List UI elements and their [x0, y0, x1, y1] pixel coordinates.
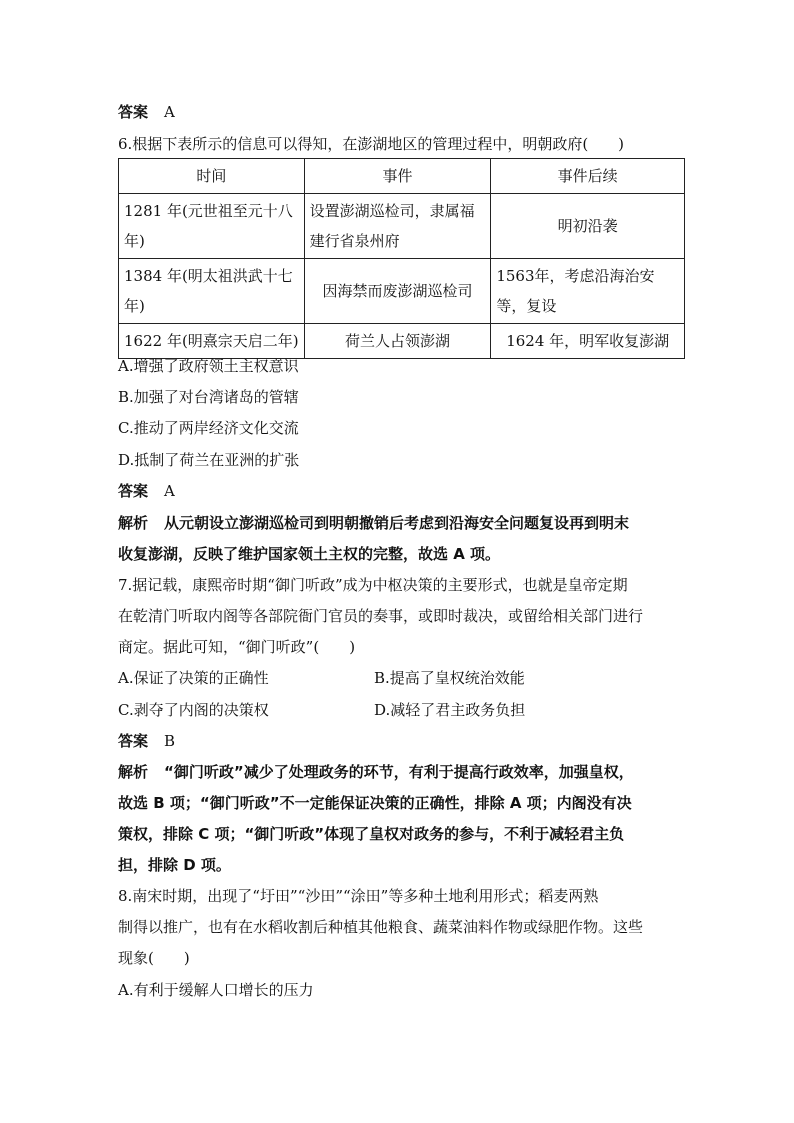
q8-stem-line-3: 现象( )	[118, 949, 190, 967]
question-6-stem: 6.根据下表所示的信息可以得知，在澎湖地区的管理过程中，明朝政府( )	[118, 135, 625, 153]
answer-line-prev	[118, 102, 175, 122]
q7-option-c: C.剥夺了内阁的决策权	[118, 701, 269, 719]
table-row	[119, 259, 685, 324]
table-cell: 1624 年，明军收复澎湖	[491, 324, 685, 359]
table-cell: 设置澎湖巡检司，隶属福建行省泉州府	[304, 194, 491, 259]
info-table	[118, 158, 685, 359]
answer-value: A	[164, 482, 175, 500]
table-cell: 1384 年(明太祖洪武十七年)	[119, 259, 305, 324]
table-header-row	[119, 159, 685, 194]
q7-option-a: A.保证了决策的正确性	[118, 669, 269, 687]
table-cell: 1622 年(明熹宗天启二年)	[119, 324, 305, 359]
table-header-cell: 时间	[119, 159, 305, 194]
answer-label: 答案	[118, 103, 149, 121]
q7-analysis-line-2: 故选 B 项；“御门听政”不一定能保证决策的正确性，排除 A 项；内阁没有决	[118, 794, 632, 812]
q8-stem-line-2: 制得以推广，也有在水稻收割后种植其他粮食、蔬菜油料作物或绿肥作物。这些	[118, 918, 644, 936]
q7-option-b: B.提高了皇权统治效能	[374, 669, 525, 687]
table-cell: 1281 年(元世祖至元十八年)	[119, 194, 305, 259]
q8-option-a: A.有利于缓解人口增长的压力	[118, 981, 314, 999]
q6-analysis-line-1	[118, 513, 629, 533]
q7-stem-line-2: 在乾清门听取内阁等各部院衙门官员的奏事，或即时裁决，或留给相关部门进行	[118, 607, 644, 625]
q7-stem-line-1: 7.据记载，康熙帝时期“御门听政”成为中枢决策的主要形式，也就是皇帝定期	[118, 576, 628, 594]
q7-analysis-line-1	[118, 762, 634, 782]
analysis-text: “御门听政”减少了处理政务的环节，有利于提高行政效率，加强皇权，	[164, 763, 634, 781]
table-row	[119, 324, 685, 359]
analysis-text: 从元朝设立澎湖巡检司到明朝撤销后考虑到沿海安全问题复设再到明末	[164, 514, 630, 532]
table-cell: 因海禁而废澎湖巡检司	[304, 259, 491, 324]
table-header-cell: 事件	[304, 159, 491, 194]
table-cell: 荷兰人占领澎湖	[304, 324, 491, 359]
answer-value: B	[164, 732, 176, 750]
q7-option-d: D.减轻了君主政务负担	[374, 701, 526, 719]
table-header-cell: 事件后续	[491, 159, 685, 194]
analysis-label: 解析	[118, 763, 149, 781]
answer-value: A	[164, 103, 175, 121]
q7-answer-line	[118, 731, 175, 751]
q6-answer-line	[118, 481, 175, 501]
answer-label: 答案	[118, 482, 149, 500]
table-cell: 明初沿袭	[491, 194, 685, 259]
table-cell: 1563年，考虑沿海治安等，复设	[491, 259, 685, 324]
analysis-label: 解析	[118, 514, 149, 532]
q7-analysis-line-4: 担，排除 D 项。	[118, 856, 231, 874]
q7-stem-line-3: 商定。据此可知，“御门听政”( )	[118, 638, 356, 656]
q6-analysis-line-2: 收复澎湖，反映了维护国家领土主权的完整，故选 A 项。	[118, 545, 501, 563]
q8-stem-line-1: 8.南宋时期，出现了“圩田”“沙田”“涂田”等多种土地利用形式；稻麦两熟	[118, 887, 599, 905]
q6-option-d: D.抵制了荷兰在亚洲的扩张	[118, 451, 300, 469]
table-row	[119, 194, 685, 259]
q7-analysis-line-3: 策权，排除 C 项；“御门听政”体现了皇权对政务的参与，不利于减轻君主负	[118, 825, 625, 843]
q6-option-a: A.增强了政府领土主权意识	[118, 357, 299, 375]
q6-option-c: C.推动了两岸经济文化交流	[118, 419, 299, 437]
answer-label: 答案	[118, 732, 149, 750]
q6-option-b: B.加强了对台湾诸岛的管辖	[118, 388, 299, 406]
